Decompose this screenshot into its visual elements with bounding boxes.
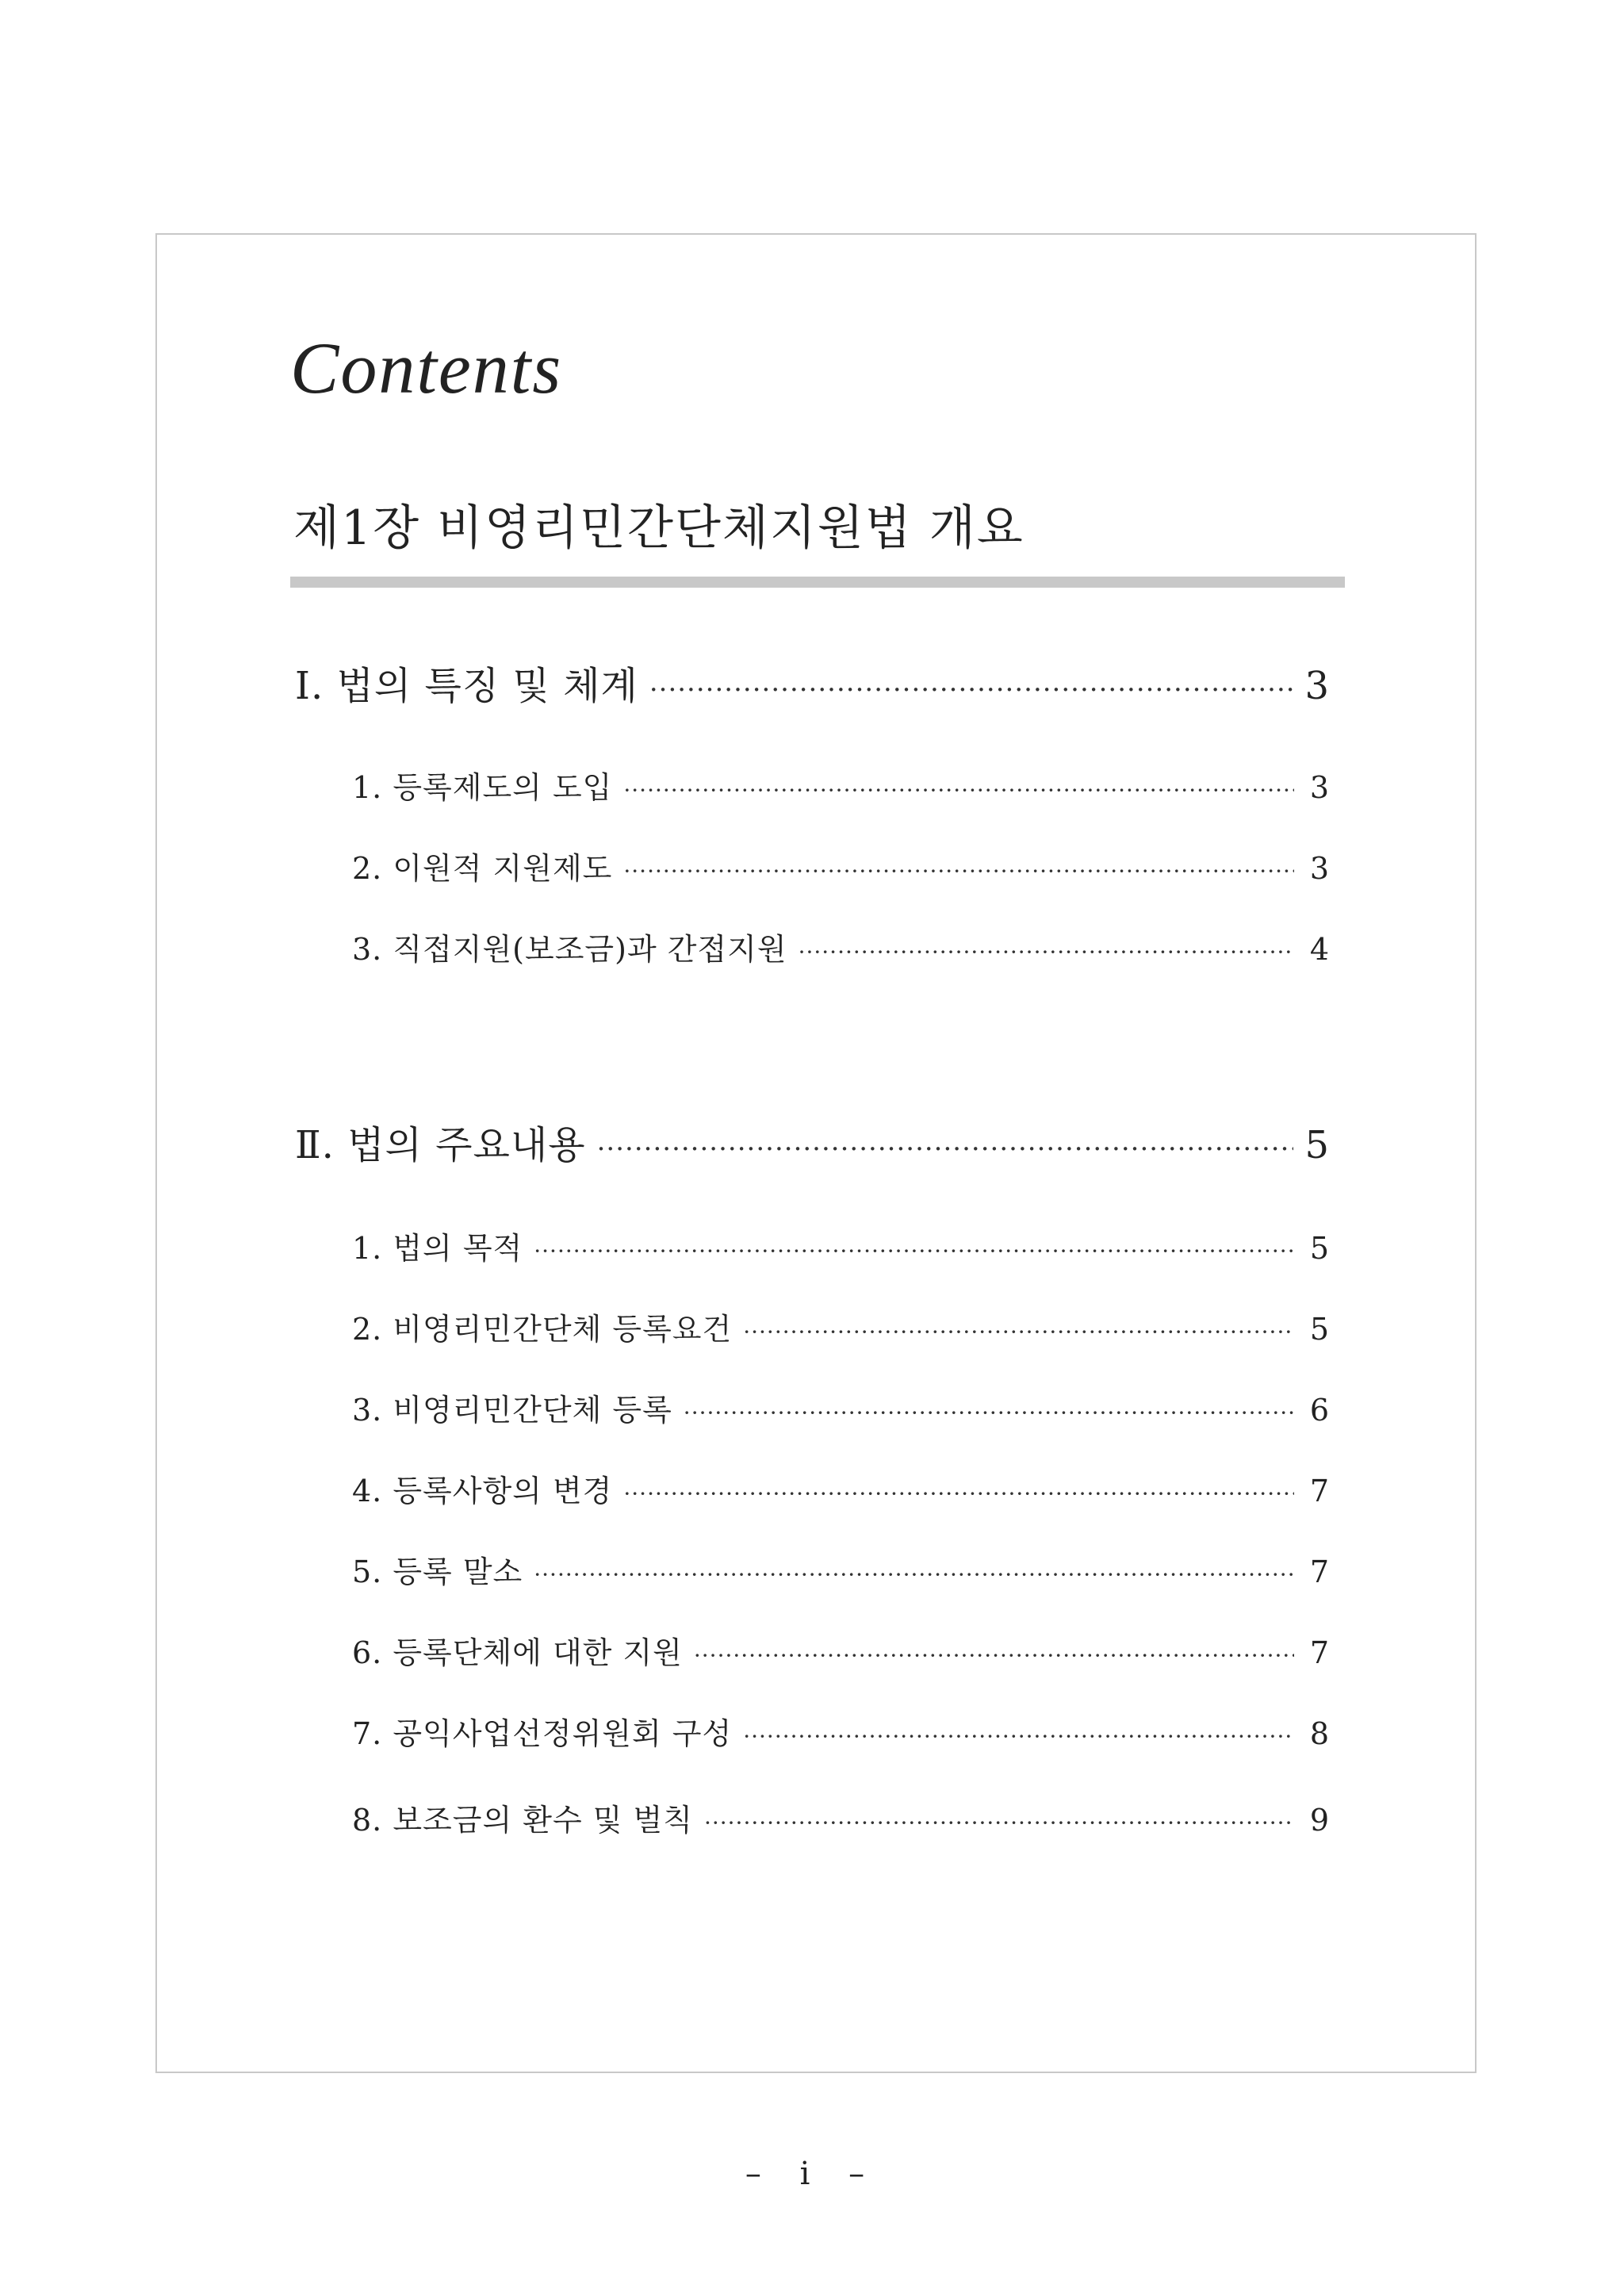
- toc-item-page: 3: [1309, 770, 1329, 805]
- toc-item-label: 4. 등록사항의 변경: [352, 1474, 613, 1508]
- toc-leader-dots: [623, 858, 1294, 884]
- toc-item-2-2[interactable]: [352, 1305, 1329, 1347]
- toc-leader-dots: [534, 1562, 1294, 1588]
- toc-item-1-1[interactable]: [352, 763, 1329, 803]
- toc-item-label: 1. 등록제도의 도입: [352, 770, 613, 805]
- toc-section-label: Ⅰ. 법의 특징 및 체계: [295, 664, 638, 708]
- toc-leader-dots: [694, 1642, 1294, 1669]
- toc-item-2-5[interactable]: [352, 1547, 1329, 1587]
- toc-item-1-2[interactable]: [352, 844, 1329, 884]
- toc-item-page: 4: [1309, 932, 1329, 967]
- toc-leader-dots: [623, 1481, 1294, 1507]
- toc-item-2-4[interactable]: [352, 1466, 1329, 1506]
- page-number: – i –: [745, 2156, 879, 2192]
- toc-item-1-3[interactable]: [352, 925, 1329, 967]
- toc-item-label: 2. 비영리민간단체 등록요건: [352, 1312, 733, 1347]
- toc-leader-dots: [623, 777, 1294, 803]
- toc-item-page: 9: [1309, 1803, 1329, 1838]
- toc-item-2-3[interactable]: [352, 1386, 1329, 1428]
- toc-item-2-1[interactable]: [352, 1224, 1329, 1266]
- toc-leader-dots: [799, 939, 1294, 965]
- toc-item-2-6[interactable]: [352, 1628, 1329, 1668]
- toc-section-1[interactable]: [295, 655, 1329, 708]
- toc-item-page: 6: [1309, 1393, 1329, 1428]
- toc-leader-dots: [743, 1319, 1294, 1345]
- toc-section-page: 3: [1304, 664, 1329, 708]
- toc-item-page: 3: [1309, 851, 1329, 886]
- toc-item-label: 3. 직접지원(보조금)과 간접지원: [352, 932, 787, 967]
- toc-item-label: 6. 등록단체에 대한 지원: [352, 1635, 683, 1670]
- toc-leader-dots: [649, 674, 1294, 706]
- toc-section-2[interactable]: [295, 1114, 1329, 1167]
- toc-item-label: 3. 비영리민간단체 등록: [352, 1393, 672, 1428]
- toc-item-2-7[interactable]: [352, 1709, 1329, 1749]
- toc-item-label: 8. 보조금의 환수 및 벌칙: [352, 1803, 693, 1838]
- toc-section-label: Ⅱ. 법의 주요내용: [295, 1123, 586, 1167]
- toc-leader-dots: [534, 1238, 1294, 1264]
- toc-leader-dots: [704, 1810, 1294, 1836]
- toc-leader-dots: [684, 1400, 1294, 1426]
- toc-item-page: 7: [1309, 1474, 1329, 1508]
- toc-item-label: 7. 공익사업선정위원회 구성: [352, 1716, 733, 1751]
- toc-item-page: 8: [1309, 1716, 1329, 1751]
- toc-item-label: 5. 등록 말소: [352, 1554, 523, 1589]
- toc-section-page: 5: [1304, 1123, 1329, 1167]
- toc-item-page: 7: [1309, 1554, 1329, 1589]
- chapter-divider: [290, 577, 1345, 588]
- toc-item-label: 2. 이원적 지원제도: [352, 851, 613, 886]
- toc-item-page: 7: [1309, 1635, 1329, 1670]
- toc-item-2-8[interactable]: [352, 1796, 1329, 1838]
- toc-item-page: 5: [1309, 1312, 1329, 1347]
- toc-item-label: 1. 법의 목적: [352, 1231, 523, 1266]
- chapter-title: 제1장 비영리민간단체지원법 개요: [293, 500, 1025, 556]
- toc-item-page: 5: [1309, 1231, 1329, 1266]
- toc-leader-dots: [597, 1133, 1294, 1165]
- toc-leader-dots: [743, 1723, 1294, 1750]
- contents-title: Contents: [290, 328, 563, 408]
